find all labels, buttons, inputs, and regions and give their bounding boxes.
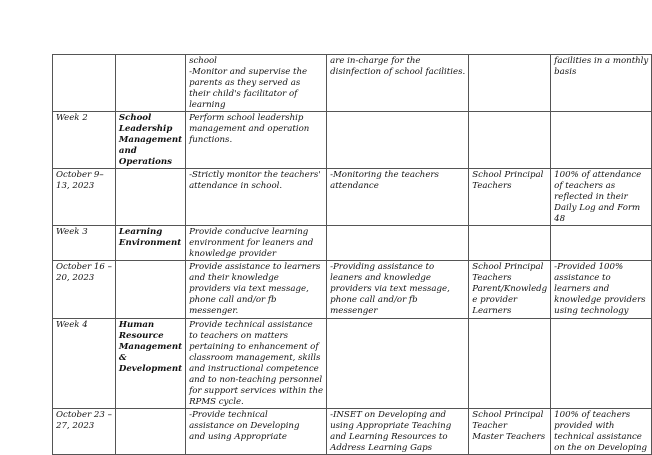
cell-activity xyxy=(186,169,327,226)
cell-line: to teachers on matters xyxy=(189,331,288,341)
cell-line: October 23 – xyxy=(56,410,112,420)
cell-line: Provide assistance to learners xyxy=(189,262,321,272)
cell-line: using Appropriate Teaching xyxy=(330,421,452,431)
cell-area xyxy=(115,409,185,455)
cell-line: phone call and/or fb xyxy=(330,295,418,305)
cell-line: Address Learning Gaps xyxy=(330,443,433,453)
cell-line: Resource xyxy=(118,331,164,341)
cell-persons xyxy=(469,319,551,409)
cell-line: School Principal xyxy=(472,170,544,180)
cell-period xyxy=(53,319,116,409)
cell-persons xyxy=(469,261,551,319)
cell-line: Provide conducive learning xyxy=(189,227,309,237)
cell-line: Management xyxy=(118,135,183,145)
cell-line: basis xyxy=(554,67,577,77)
cell-persons xyxy=(469,112,551,169)
cell-line: and using Appropriate xyxy=(189,432,287,442)
cell-line: environment for leaners and xyxy=(189,238,314,248)
cell-area xyxy=(115,319,185,409)
cell-persons xyxy=(469,226,551,261)
cell-line: School xyxy=(118,113,152,123)
cell-line: parents as they served as xyxy=(189,78,301,88)
cell-area xyxy=(115,55,185,112)
cell-persons xyxy=(469,169,551,226)
cell-line: assistance on Developing xyxy=(189,421,300,431)
cell-activity xyxy=(186,261,327,319)
cell-strategy xyxy=(327,226,469,261)
table-row xyxy=(53,409,652,455)
cell-line: technical assistance xyxy=(554,432,642,442)
cell-line: -Monitor and supervise the xyxy=(189,67,308,77)
cell-line: using technology xyxy=(554,306,629,316)
cell-line: Week 2 xyxy=(56,113,88,123)
cell-area xyxy=(115,261,185,319)
cell-line: -Provided 100% xyxy=(554,262,624,272)
cell-line: Teachers xyxy=(472,273,512,283)
cell-line: School Principal xyxy=(472,410,544,420)
cell-line: Learning xyxy=(118,227,163,237)
cell-line: leaners and knowledge xyxy=(330,273,432,283)
cell-indicator xyxy=(551,55,652,112)
cell-line: reflected in their xyxy=(554,192,628,202)
cell-line: phone call and/or fb xyxy=(189,295,277,305)
table-row xyxy=(53,226,652,261)
cell-line: learning xyxy=(189,100,226,110)
cell-line: on the on Developing xyxy=(554,443,647,453)
cell-line: 48 xyxy=(554,214,566,224)
cell-indicator xyxy=(551,409,652,455)
cell-strategy xyxy=(327,261,469,319)
cell-line: Environment xyxy=(118,238,182,248)
cell-line: providers via text message, xyxy=(189,284,309,294)
cell-period xyxy=(53,226,116,261)
cell-line: attendance xyxy=(330,181,379,191)
cell-line: Daily Log and Form xyxy=(554,203,641,213)
cell-line: e provider xyxy=(472,295,518,305)
cell-strategy xyxy=(327,169,469,226)
cell-line: and their knowledge xyxy=(189,273,279,283)
cell-line: providers via text message, xyxy=(330,284,450,294)
cell-line: 100% of attendance xyxy=(554,170,642,180)
cell-period xyxy=(53,112,116,169)
cell-period xyxy=(53,261,116,319)
cell-line: October 9– xyxy=(56,170,104,180)
cell-line: Parent/Knowledg xyxy=(472,284,548,294)
cell-line: messenger. xyxy=(189,306,239,316)
cell-line: Provide technical assistance xyxy=(189,320,313,330)
cell-line: School Principal xyxy=(472,262,544,272)
cell-line: facilities in a monthly xyxy=(554,56,649,66)
cell-line: -Provide technical xyxy=(189,410,268,420)
cell-line: Human xyxy=(118,320,155,330)
cell-persons xyxy=(469,409,551,455)
cell-line: 100% of teachers xyxy=(554,410,631,420)
cell-line: and Learning Resources to xyxy=(330,432,448,442)
table-body xyxy=(53,55,652,455)
cell-strategy xyxy=(327,112,469,169)
cell-line: messenger xyxy=(330,306,378,316)
cell-line: knowledge providers xyxy=(554,295,646,305)
cell-indicator xyxy=(551,261,652,319)
cell-period xyxy=(53,169,116,226)
action-plan-table xyxy=(52,54,652,455)
cell-line: Week 4 xyxy=(56,320,88,330)
cell-line: Leadership xyxy=(118,124,173,134)
cell-line: RPMS cycle. xyxy=(189,397,244,407)
table-row xyxy=(53,319,652,409)
cell-area xyxy=(115,226,185,261)
cell-activity xyxy=(186,112,327,169)
cell-strategy xyxy=(327,409,469,455)
cell-line: -Providing assistance to xyxy=(330,262,435,272)
cell-area xyxy=(115,169,185,226)
cell-line: pertaining to enhancement of xyxy=(189,342,319,352)
cell-line: attendance in school. xyxy=(189,181,283,191)
cell-line: knowledge provider xyxy=(189,249,277,259)
cell-line: and to non-teaching personnel xyxy=(189,375,323,385)
cell-period xyxy=(53,55,116,112)
cell-line: Learners xyxy=(472,306,512,316)
cell-line: -Strictly monitor the teachers' xyxy=(189,170,321,180)
cell-activity xyxy=(186,55,327,112)
cell-line: Operations xyxy=(118,157,173,167)
table-row xyxy=(53,55,652,112)
cell-line: Teacher xyxy=(472,421,508,431)
cell-line: Week 3 xyxy=(56,227,88,237)
cell-line: -Monitoring the teachers xyxy=(330,170,439,180)
cell-line: learners and xyxy=(554,284,610,294)
cell-line: assistance to xyxy=(554,273,611,283)
cell-line: classroom management, skills xyxy=(189,353,321,363)
cell-strategy xyxy=(327,319,469,409)
cell-indicator xyxy=(551,112,652,169)
cell-indicator xyxy=(551,169,652,226)
cell-activity xyxy=(186,319,327,409)
cell-line: functions. xyxy=(189,135,233,145)
cell-indicator xyxy=(551,226,652,261)
cell-line: Management xyxy=(118,342,183,352)
cell-period xyxy=(53,409,116,455)
cell-line: 27, 2023 xyxy=(56,421,95,431)
cell-activity xyxy=(186,226,327,261)
cell-line: -INSET on Developing and xyxy=(330,410,447,420)
cell-activity xyxy=(186,409,327,455)
cell-strategy xyxy=(327,55,469,112)
table-row xyxy=(53,112,652,169)
cell-line: October 16 – xyxy=(56,262,112,272)
cell-line: and instructional competence xyxy=(189,364,319,374)
cell-line: & xyxy=(118,353,127,363)
table-row xyxy=(53,169,652,226)
cell-line: Perform school leadership xyxy=(189,113,304,123)
cell-line: Teachers xyxy=(472,181,512,191)
cell-line: disinfection of school facilities. xyxy=(330,67,466,77)
cell-line: school xyxy=(189,56,217,66)
cell-line: provided with xyxy=(554,421,615,431)
cell-line: Master Teachers xyxy=(472,432,546,442)
cell-line: their child's facilitator of xyxy=(189,89,298,99)
cell-line: for support services within the xyxy=(189,386,324,396)
cell-line: of teachers as xyxy=(554,181,616,191)
cell-line: Development xyxy=(118,364,183,374)
cell-line: and xyxy=(118,146,137,156)
cell-line: are in-charge for the xyxy=(330,56,421,66)
cell-area xyxy=(115,112,185,169)
cell-line: management and operation xyxy=(189,124,310,134)
cell-line: 20, 2023 xyxy=(56,273,95,283)
cell-line: 13, 2023 xyxy=(56,181,95,191)
cell-persons xyxy=(469,55,551,112)
cell-indicator xyxy=(551,319,652,409)
table-row xyxy=(53,261,652,319)
